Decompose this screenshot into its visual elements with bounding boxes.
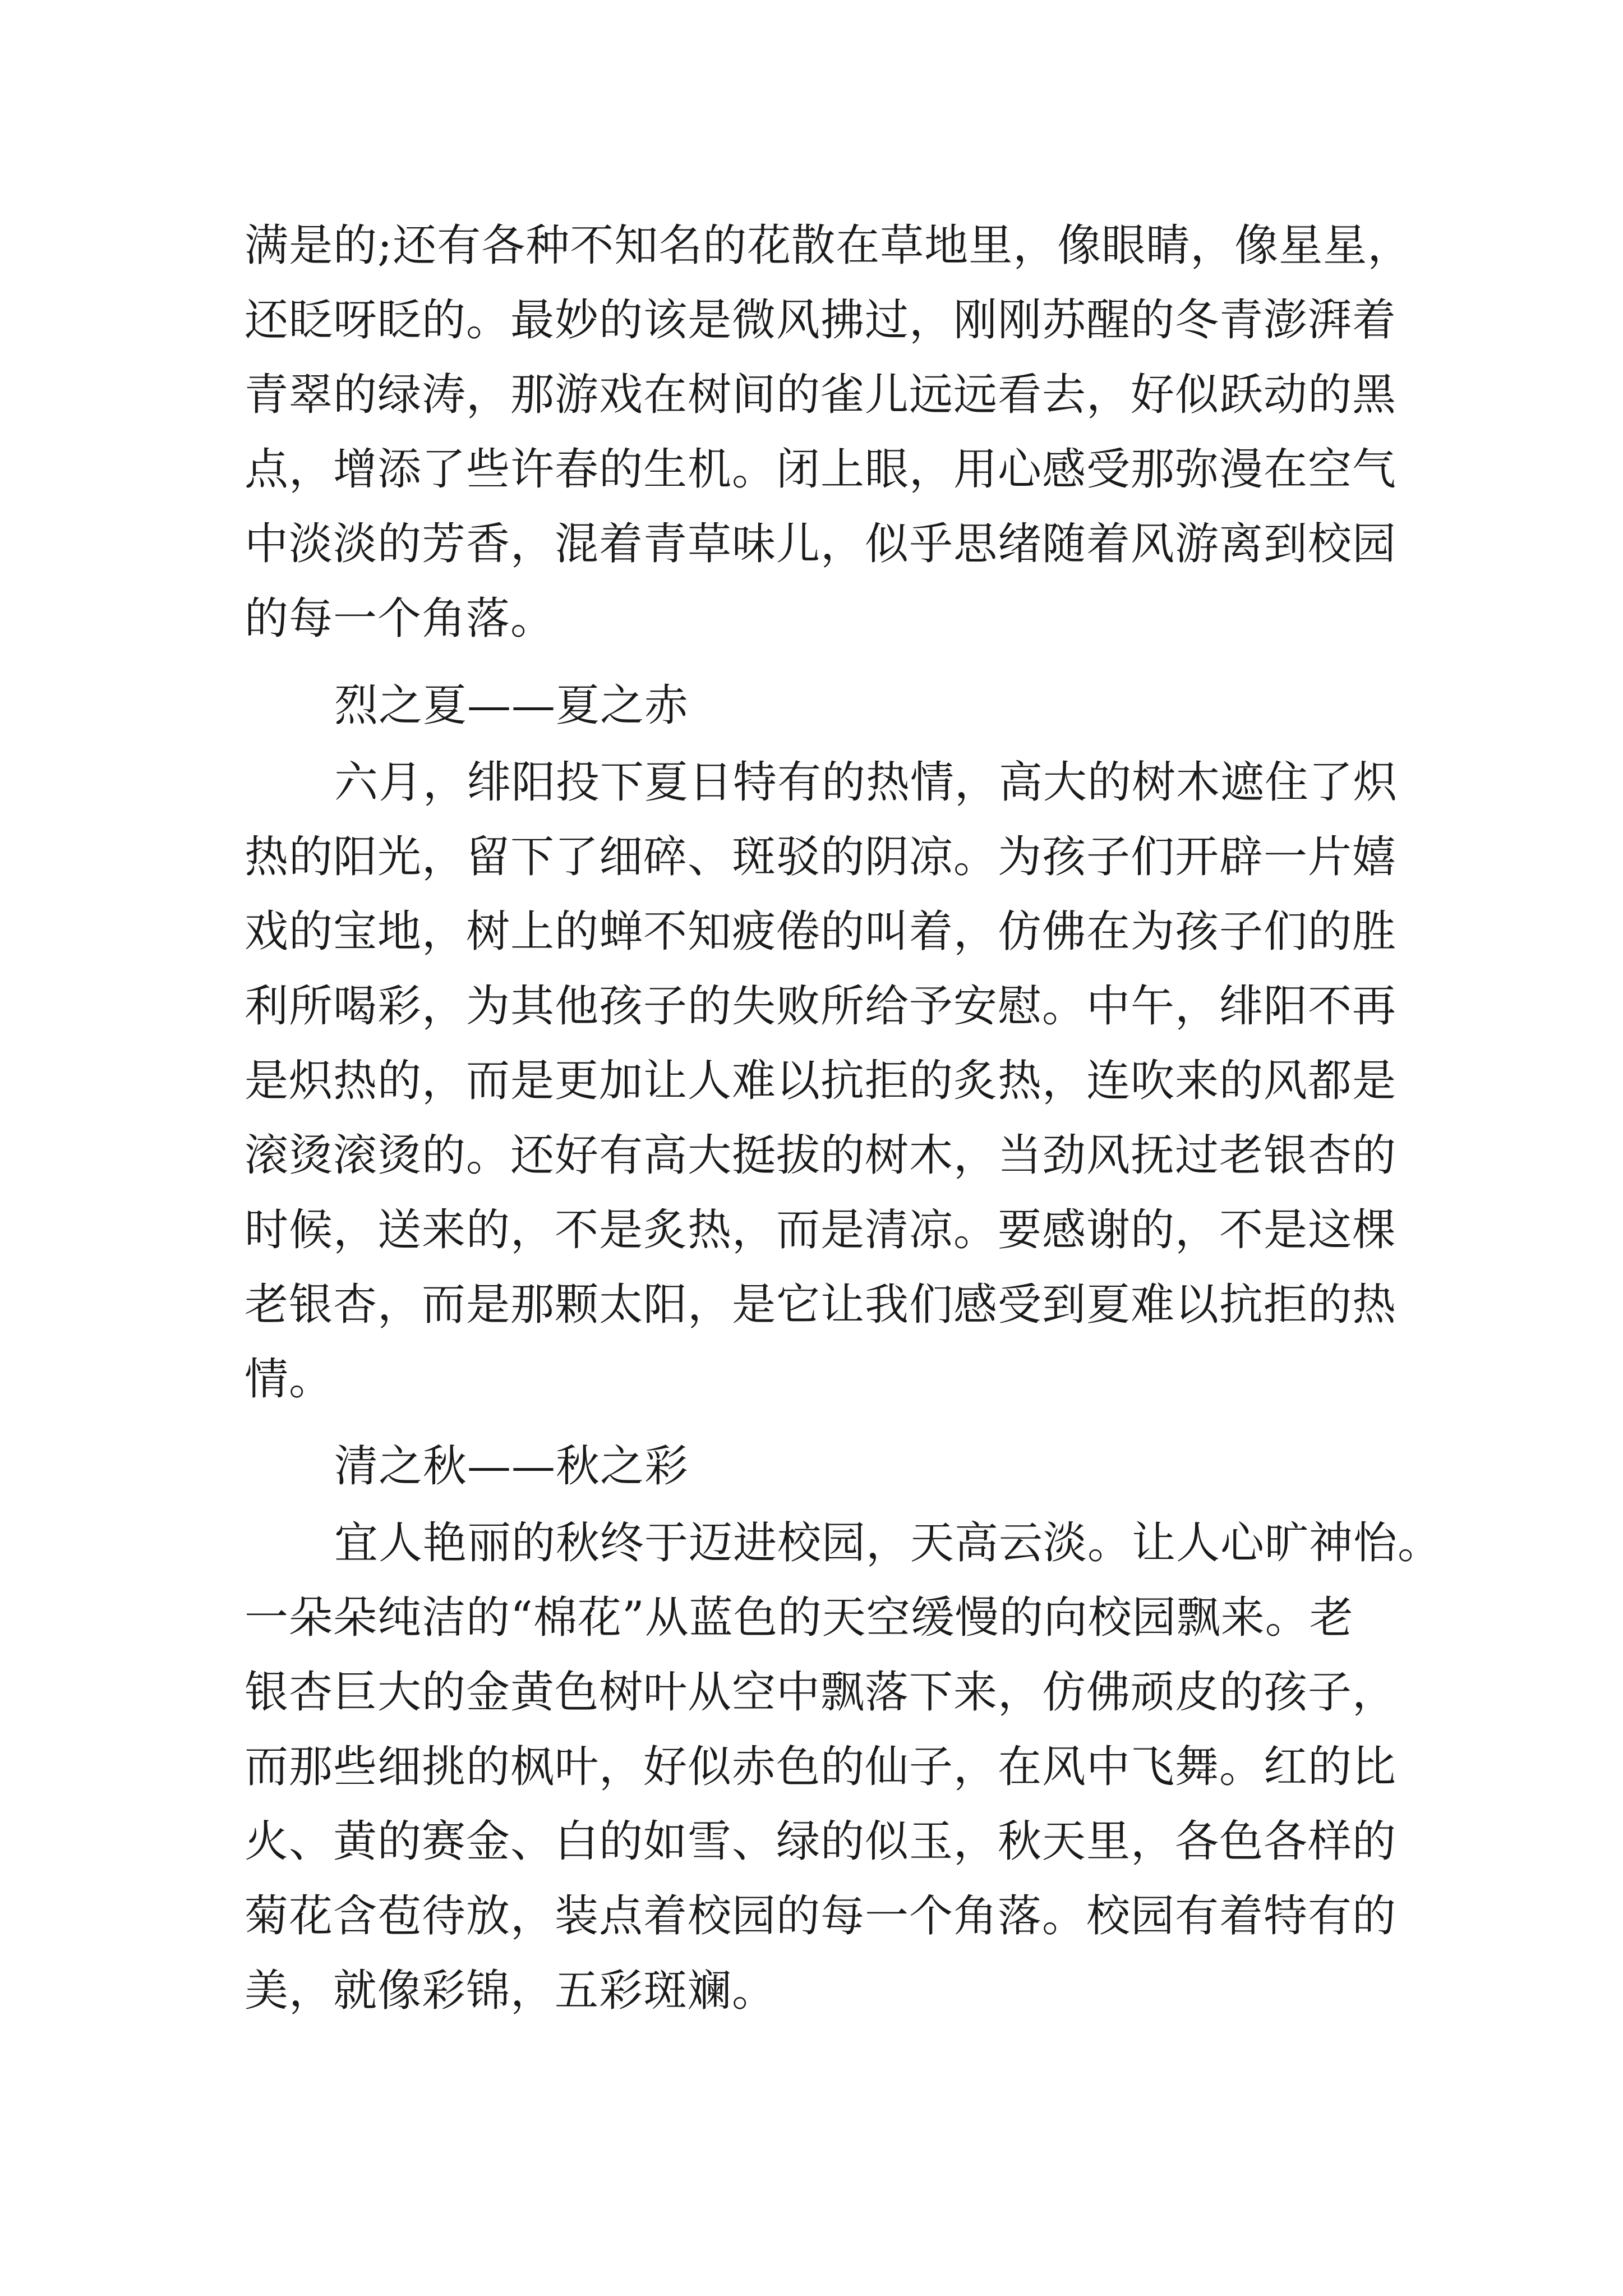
section-heading-autumn <box>245 1429 1400 1504</box>
paragraph-spring <box>245 209 1412 656</box>
paragraph-autumn <box>245 1506 1442 2028</box>
text-line: 热的阳光，留下了细碎、斑驳的阴凉。为孩子们开辟一片嬉 <box>245 832 1397 882</box>
text-line: 利所喝彩，为其他孩子的失败所给予安慰。中午，绯阳不再 <box>245 981 1397 1032</box>
text-line: 老银杏，而是那颗太阳，是它让我们感受到夏难以抗拒的热 <box>245 1280 1397 1330</box>
text-line: 点，增添了些许春的生机。闭上眼，用心感受那弥漫在空气 <box>245 444 1397 495</box>
paragraph-summer <box>245 746 1400 1417</box>
text-line: 宜人艳丽的秋终于迈进校园，天高云淡。让人心旷神怡。 <box>334 1518 1442 1568</box>
text-line: 而那些细挑的枫叶，好似赤色的仙子，在风中飞舞。红的比 <box>245 1742 1397 1792</box>
text-line: 时候，送来的，不是炙热，而是清凉。要感谢的，不是这棵 <box>245 1205 1397 1255</box>
text-line: 戏的宝地，树上的蝉不知疲倦的叫着，仿佛在为孩子们的胜 <box>245 907 1397 957</box>
text-line: 中淡淡的芳香，混着青草味儿，似乎思绪随着风游离到校园 <box>245 519 1397 569</box>
text-line: 滚烫滚烫的。还好有高大挺拔的树木，当劲风抚过老银杏的 <box>245 1130 1397 1181</box>
text-line: 青翠的绿涛，那游戏在树间的雀儿远远看去，好似跃动的黑 <box>245 370 1397 420</box>
section-heading: 清之秋——秋之彩 <box>334 1441 689 1492</box>
text-line: 六月，绯阳投下夏日特有的热情，高大的树木遮住了炽 <box>334 757 1398 808</box>
text-line: 满是的;还有各种不知名的花散在草地里，像眼睛，像星星， <box>245 220 1412 271</box>
text-line: 情。 <box>245 1354 334 1405</box>
text-line: 菊花含苞待放，装点着校园的每一个角落。校园有着特有的 <box>245 1891 1397 1941</box>
text-line: 的每一个角落。 <box>245 593 555 644</box>
text-line: 是炽热的，而是更加让人难以抗拒的炙热，连吹来的风都是 <box>245 1056 1397 1106</box>
section-heading-summer <box>245 669 1400 743</box>
section-heading: 烈之夏——夏之赤 <box>334 680 689 731</box>
text-line: 银杏巨大的金黄色树叶从空中飘落下来，仿佛顽皮的孩子， <box>245 1667 1397 1718</box>
text-line: 还眨呀眨的。最妙的该是微风拂过，刚刚苏醒的冬青澎湃着 <box>245 295 1397 346</box>
text-line: 美，就像彩锦，五彩斑斓。 <box>245 1966 777 2016</box>
text-line: 火、黄的赛金、白的如雪、绿的似玉，秋天里，各色各样的 <box>245 1816 1397 1867</box>
text-line: 一朵朵纯洁的“棉花”从蓝色的天空缓慢的向校园飘来。老 <box>245 1593 1354 1643</box>
document-body <box>245 209 1442 2028</box>
